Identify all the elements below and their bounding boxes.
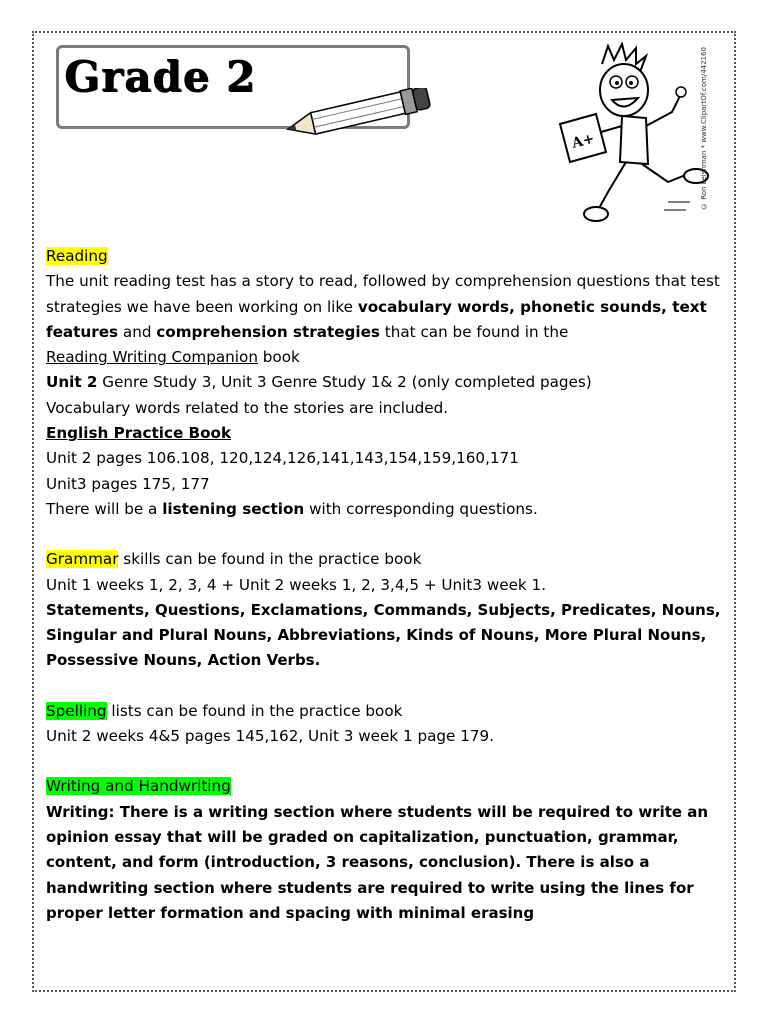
reading-unit2-text: Genre Study 3, Unit 3 Genre Study 1& 2 (only completed pages) (97, 373, 592, 392)
grammar-weeks: Unit 1 weeks 1, 2, 3, 4 + Unit 2 weeks 1, 2, 3,4,5 + Unit3 week 1. (46, 575, 547, 594)
reading-intro-text: The unit reading test has a story to read, followed by comprehension questions that test strategies we have been working on like (46, 272, 720, 316)
reading-strategies-a: vocabulary words, phonetic sounds, text features (46, 297, 707, 341)
grammar-heading: Grammar (46, 550, 119, 569)
paper-grade-text: A+ (570, 130, 597, 152)
english-practice-book-line (46, 421, 738, 446)
spacer (46, 522, 738, 547)
reading-heading-line (46, 244, 738, 269)
student-cartoon-icon (550, 42, 720, 232)
writing-heading-line (46, 774, 738, 799)
document-body (46, 244, 738, 926)
reading-pages-unit3: Unit3 pages 175, 177 (46, 474, 210, 493)
spelling-intro: lists can be found in the practice book (106, 701, 403, 720)
reading-book-title: Reading Writing Companion (46, 348, 258, 367)
writing-body: Writing: There is a writing section where students will be required to write an opinion essay that will be graded on capitalization, punctuation, grammar, content, and form (introduction, 3 reasons, conclusion). There is also a handwriting section where students are required to write using the lines for proper letter formation and spacing with minimal erasing (46, 802, 709, 922)
grammar-intro-line (46, 547, 738, 572)
spacer (46, 674, 738, 699)
listening-pre: There will be a (46, 499, 163, 518)
reading-intro (46, 269, 738, 370)
reading-unit2-line (46, 370, 738, 395)
reading-strategies-b: comprehension strategies (156, 322, 380, 341)
page-title: Grade 2 (64, 52, 257, 101)
listening-post: with corresponding questions. (304, 499, 538, 518)
reading-heading: Reading (46, 247, 108, 265)
pencil-icon (278, 88, 438, 138)
image-credit: © Ron Leishman * www.ClipartOf.com/442160 (700, 47, 708, 210)
grammar-topics: Statements, Questions, Exclamations, Commands, Subjects, Predicates, Nouns, Singular and Plural Nouns, Abbreviations, Kinds of Nouns, More Plural Nouns, Possessive Nouns, Action Verbs. (46, 600, 721, 670)
spelling-heading: Spelling (46, 701, 107, 720)
reading-vocab-line: Vocabulary words related to the stories are included. (46, 398, 449, 417)
spelling-intro-line (46, 699, 738, 724)
spelling-pages: Unit 2 weeks 4&5 pages 145,162, Unit 3 week 1 page 179. (46, 727, 495, 746)
grammar-intro: skills can be found in the practice book (118, 550, 422, 569)
english-practice-book-title: English Practice Book (46, 424, 232, 443)
spacer (46, 749, 738, 774)
reading-pages-unit2: Unit 2 pages 106.108, 120,124,126,141,143,154,159,160,171 (46, 449, 519, 468)
listening-label: listening section (162, 499, 305, 518)
reading-unit2-label: Unit 2 (46, 373, 98, 392)
writing-heading: Writing and Handwriting (46, 777, 231, 796)
listening-line (46, 497, 738, 522)
reading-and-word: and (118, 322, 157, 341)
reading-intro-text-2: that can be found in the (379, 322, 569, 341)
reading-book-word: book (257, 348, 300, 367)
